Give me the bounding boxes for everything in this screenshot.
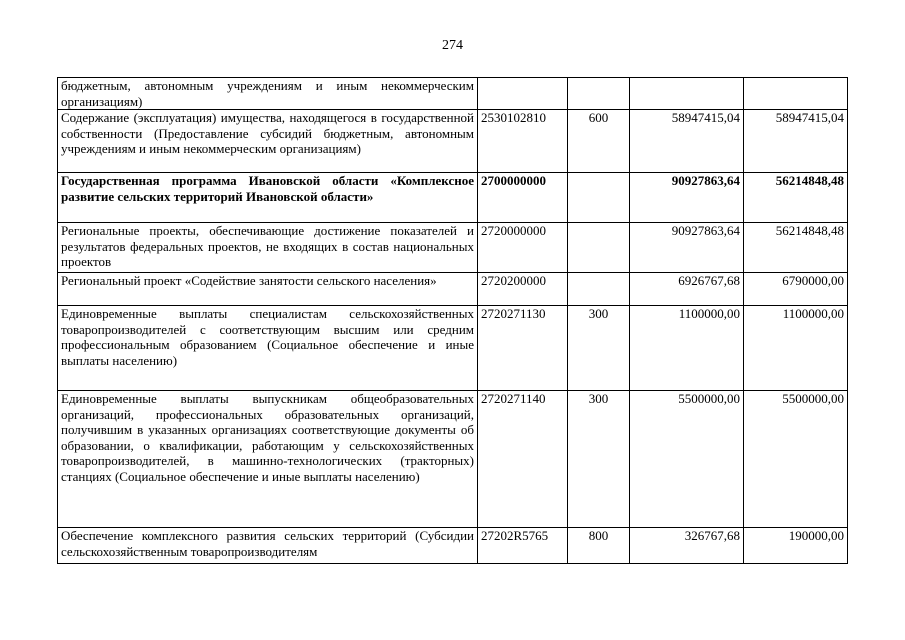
page-number: 274	[442, 38, 463, 53]
row-code-cell	[478, 78, 568, 110]
row-amount-1-cell: 5500000,00	[630, 391, 744, 528]
row-amount-2-cell: 56214848,48	[744, 223, 848, 273]
row-amount-2-cell: 58947415,04	[744, 110, 848, 173]
row-name-cell: Единовременные выплаты выпускникам общеобразовательных организаций, профессиональных образовательных организаций, получившим в указанных организациях соответствующие документы об образовании, о квалификации, работающим у сельскохозяйственных товаропроизводителей, в машинно-технологических (тракторных) станциях (Социальное обеспечение и иные выплаты населению)	[58, 391, 478, 528]
row-name-cell: Обеспечение комплексного развития сельских территорий (Субсидии сельскохозяйственным товаропроизводителям	[58, 528, 478, 564]
table-row	[58, 173, 848, 223]
row-expense-type-cell: 600	[568, 110, 630, 173]
table-row	[58, 223, 848, 273]
row-amount-1-cell: 58947415,04	[630, 110, 744, 173]
row-code-cell: 2530102810	[478, 110, 568, 173]
row-expense-type-cell	[568, 273, 630, 306]
row-expense-type-cell: 300	[568, 391, 630, 528]
row-code-cell: 2720271140	[478, 391, 568, 528]
table-row	[58, 391, 848, 528]
row-code-cell: 27202R5765	[478, 528, 568, 564]
table-row	[58, 273, 848, 306]
row-amount-1-cell: 1100000,00	[630, 306, 744, 391]
row-amount-1-cell: 326767,68	[630, 528, 744, 564]
table-row	[58, 306, 848, 391]
row-name-cell: Региональные проекты, обеспечивающие достижение показателей и результатов федеральных проектов, не входящих в состав национальных проектов	[58, 223, 478, 273]
row-expense-type-cell: 800	[568, 528, 630, 564]
row-amount-1-cell: 90927863,64	[630, 223, 744, 273]
row-expense-type-cell: 300	[568, 306, 630, 391]
budget-table	[57, 77, 848, 564]
table-row	[58, 528, 848, 564]
row-amount-2-cell: 5500000,00	[744, 391, 848, 528]
row-amount-1-cell: 90927863,64	[630, 173, 744, 223]
row-expense-type-cell	[568, 173, 630, 223]
row-name-cell: Единовременные выплаты специалистам сельскохозяйственных товаропроизводителей с соответствующим высшим или средним профессиональным образованием (Социальное обеспечение и иные выплаты населению)	[58, 306, 478, 391]
row-amount-2-cell: 1100000,00	[744, 306, 848, 391]
row-expense-type-cell	[568, 223, 630, 273]
row-name-cell: Региональный проект «Содействие занятости сельского населения»	[58, 273, 478, 306]
row-code-cell: 2720271130	[478, 306, 568, 391]
row-expense-type-cell	[568, 78, 630, 110]
row-amount-1-cell: 6926767,68	[630, 273, 744, 306]
row-name-cell: бюджетным, автономным учреждениям и иным некоммерческим организациям)	[58, 78, 478, 110]
row-name-cell: Государственная программа Ивановской области «Комплексное развитие сельских территорий Ивановской области»	[58, 173, 478, 223]
row-amount-2-cell: 56214848,48	[744, 173, 848, 223]
row-amount-2-cell: 190000,00	[744, 528, 848, 564]
row-amount-1-cell	[630, 78, 744, 110]
row-code-cell: 2720200000	[478, 273, 568, 306]
table-row	[58, 78, 848, 110]
table-row	[58, 110, 848, 173]
row-code-cell: 2700000000	[478, 173, 568, 223]
row-name-cell: Содержание (эксплуатация) имущества, находящегося в государственной собственности (Предоставление субсидий бюджетным, автономным учреждениям и иным некоммерческим организациям)	[58, 110, 478, 173]
row-amount-2-cell: 6790000,00	[744, 273, 848, 306]
row-code-cell: 2720000000	[478, 223, 568, 273]
budget-table-body	[58, 78, 848, 564]
row-amount-2-cell	[744, 78, 848, 110]
